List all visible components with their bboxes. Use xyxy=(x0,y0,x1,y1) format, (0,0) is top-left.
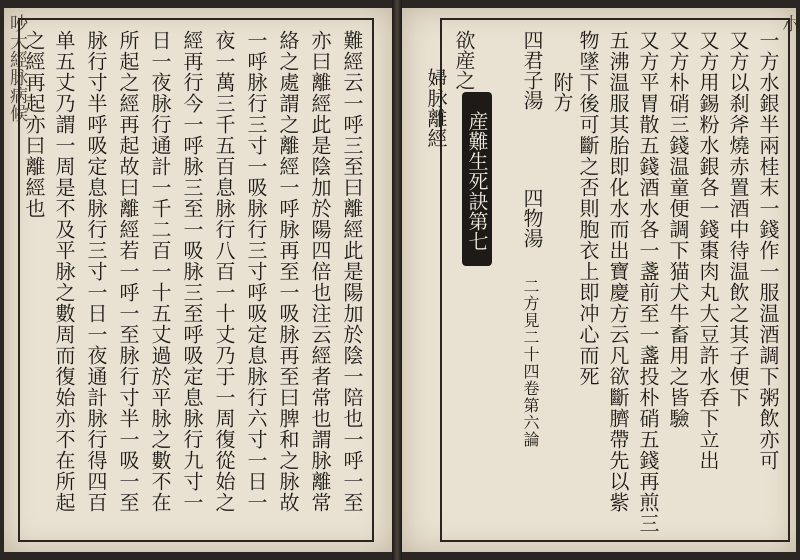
text-column: 单五丈乃謂一周是不及平脉之數周而復始亦不在所起 xyxy=(52,30,76,513)
formula-note: 二方見二十四卷第六論 xyxy=(521,278,540,448)
text-column: 又方朴硝三錢温童便調下猫犬牛畜用之皆驗 xyxy=(666,30,690,429)
text-column: 經再行今一呼脉三至一吸脉三至呼吸定息脉行九寸一 xyxy=(180,30,204,513)
text-column: 一呼脉行三寸一吸脉行三寸呼吸定息脉行六寸一日一 xyxy=(244,30,268,513)
formula-name: 四君子湯 xyxy=(520,30,544,110)
text-column: 亦曰離經此是陰加於陽四倍也注云經者常也謂脉離常 xyxy=(308,30,332,513)
left-page-edge-text: 吵大經脉病候 xyxy=(7,14,28,122)
subheading: 婦脉離經 xyxy=(424,68,448,148)
text-column: 所起之經再起故曰離經若一呼一至脉行寸半一吸一至 xyxy=(116,30,140,513)
right-page xyxy=(402,8,800,552)
subheading: 欲産之 xyxy=(452,30,476,90)
section-title: 産難生死訣第七 xyxy=(462,92,492,266)
text-column: 又方以刹斧燒赤置酒中待温飲之其子便下 xyxy=(726,30,750,408)
right-page-edge-text: 朩 xyxy=(779,14,800,32)
text-column: 又方用錫粉水銀各一錢棗肉丸大豆許水呑下立出 xyxy=(696,30,720,471)
text-column: 難經云一呼三至曰離經此是陽加於陰一陪也一呼一至 xyxy=(340,30,364,513)
book-gutter xyxy=(392,0,402,560)
text-column: 夜一萬三千五百息脉行八百一十丈乃于一周復從始之 xyxy=(212,30,236,513)
text-column: 一方水銀半兩桂末一錢作一服温酒調下粥飲亦可 xyxy=(756,30,780,471)
text-column: 絡之處謂之離經一呼脉再至一吸脉再至曰脾和之脉故 xyxy=(276,30,300,513)
left-page xyxy=(4,8,392,552)
text-column: 脉行寸半呼吸定息脉行三寸一日一夜通計脉行得四百 xyxy=(84,30,108,513)
text-column: 五沸温服其胎即化水而出寶慶方云凡欲斷臍帶先以紫 xyxy=(606,30,630,513)
appendix-heading: 附方 xyxy=(550,72,574,112)
text-column: 物墜下後可斷之否則胞衣上即冲心而死 xyxy=(576,30,600,387)
text-column: 又方平胃散五錢酒水各一盞前至一盞投朴硝五錢再煎三 xyxy=(636,30,660,534)
text-column: 之經再起亦曰離經也 xyxy=(22,30,46,219)
text-column: 日一夜脉行通計一千二百一十五丈過於平脉之數不在 xyxy=(148,30,172,513)
formula-name: 四物湯 xyxy=(520,188,544,248)
